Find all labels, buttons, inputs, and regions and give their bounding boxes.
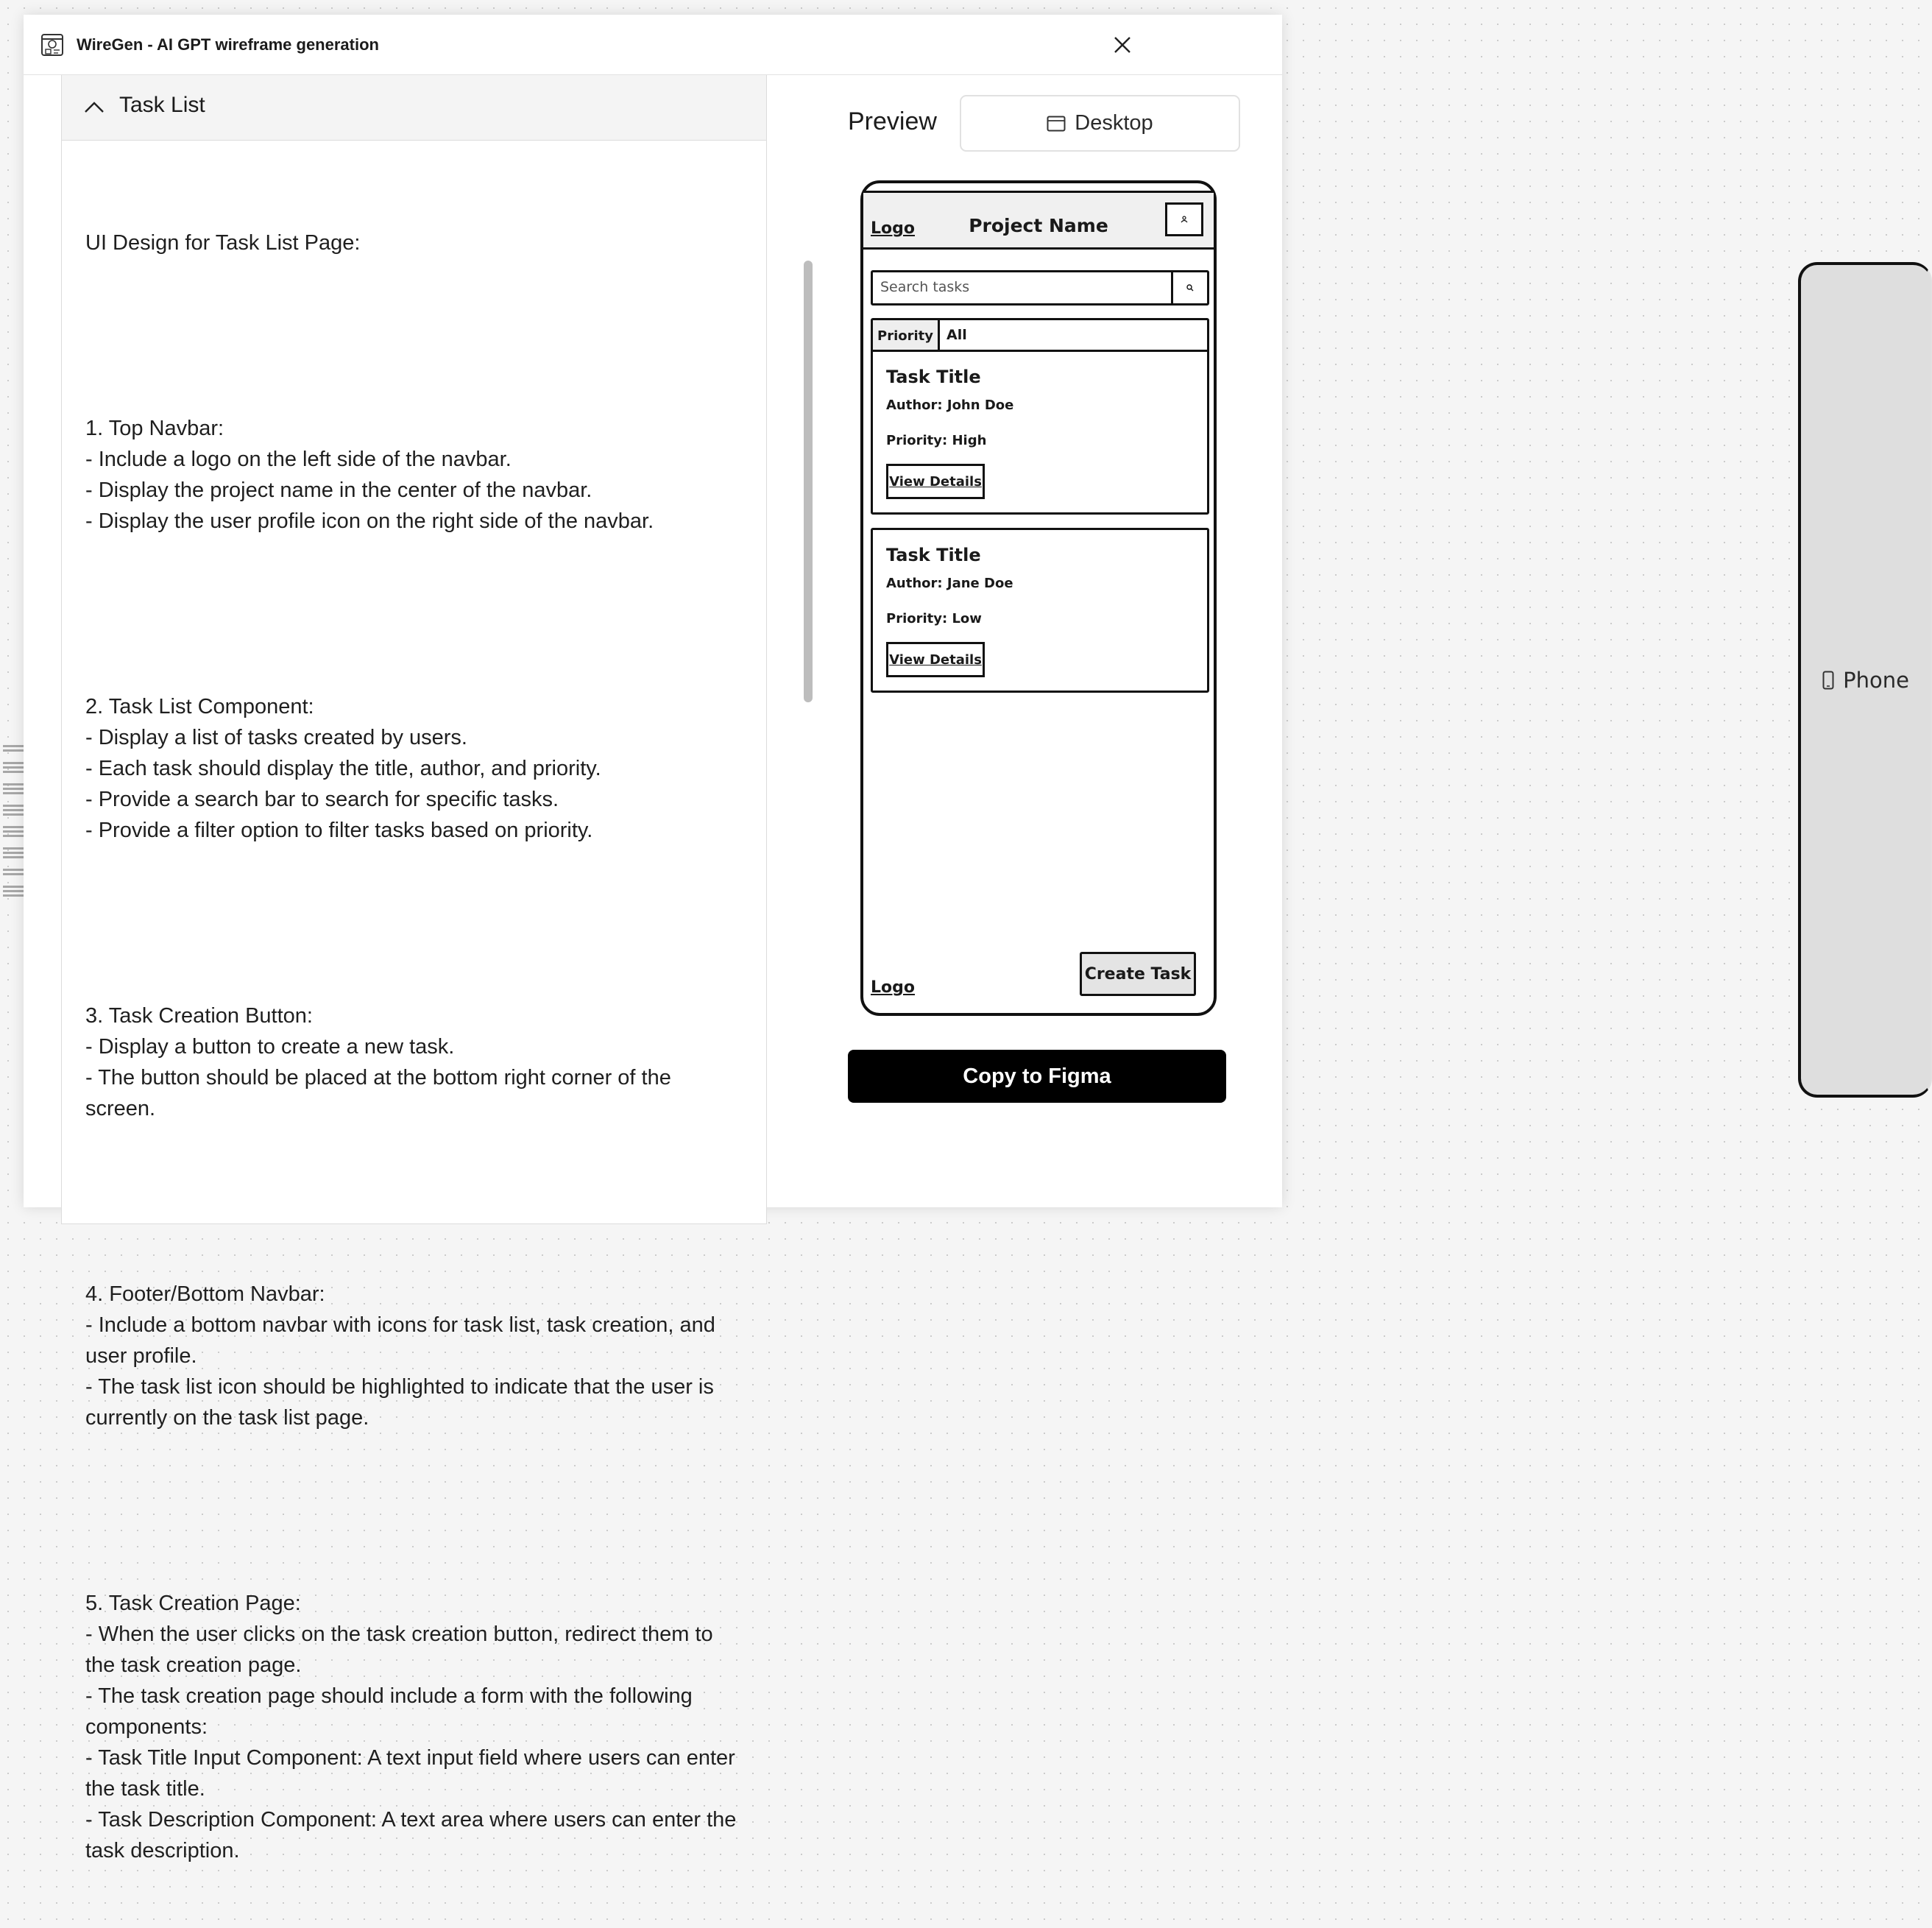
description-paragraph: 1. Top Navbar: - Include a logo on the left side of the navbar. - Display the project name in the center of the navbar. - Display the user profile icon on the right side of the navbar.	[85, 417, 654, 533]
wireframe-task-priority: Priority: Low	[886, 611, 982, 626]
window-title: WireGen - AI GPT wireframe generation	[77, 35, 379, 54]
user-glyph-icon	[1181, 216, 1188, 223]
description-paragraph	[85, 320, 744, 351]
wireframe-filter-value: All	[946, 327, 967, 343]
search-icon	[1171, 272, 1207, 303]
phone-icon	[1822, 671, 1834, 690]
accordion-header[interactable]	[62, 75, 766, 141]
accordion-title: Task List	[119, 93, 205, 117]
wireframe-project-name: Project Name	[969, 215, 1108, 236]
user-icon	[1165, 202, 1203, 236]
plugin-window	[24, 15, 1909, 1862]
wireframe-footer-logo: Logo	[871, 978, 915, 997]
desktop-mode-button[interactable]	[961, 96, 1239, 150]
scrollbar-thumb[interactable]	[804, 261, 813, 702]
wireframe-task-priority: Priority: High	[886, 433, 987, 448]
description-paragraph: 5. Task Creation Page: - When the user clicks on the task creation button, redirect them to the task creation page. - The task creation page should include a form with the following components: - Task Title Input Component: A text input field where users can enter the task title. - Task Description Component: A text area where users can enter the task description.	[85, 1592, 737, 1862]
wireframe-navbar	[863, 191, 1214, 250]
wireframe-logo: Logo	[871, 219, 915, 238]
close-icon[interactable]	[1111, 34, 1133, 56]
wireframe-search-bar	[871, 270, 1209, 306]
wireframe-priority-filter	[871, 318, 1209, 353]
description-paragraph	[85, 908, 744, 939]
description-paragraph: UI Design for Task List Page:	[85, 231, 361, 255]
description-paragraph: 2. Task List Component: - Display a list of tasks created by users. - Each task should display the title, author, and priority. - Provide a search bar to search for specific tasks. - Provide a filter option to filter tasks based on priority.	[85, 695, 601, 842]
chevron-up-icon[interactable]	[84, 97, 105, 118]
wireframe-create-task-button: Create Task	[1080, 952, 1196, 996]
desktop-icon	[1047, 116, 1066, 132]
wireframe-filter-label: Priority	[873, 320, 940, 351]
description-paragraph	[85, 1495, 744, 1526]
app-logo-icon	[40, 32, 65, 57]
wireframe-task-title: Task Title	[886, 367, 981, 387]
phone-mode-label: Phone	[1843, 667, 1909, 693]
copy-to-figma-button[interactable]: Copy to Figma	[848, 1050, 1226, 1103]
description-paragraph	[85, 1186, 744, 1217]
wireframe-search-placeholder: Search tasks	[880, 279, 970, 295]
magnifier-icon	[1186, 284, 1194, 292]
phone-mode-button[interactable]	[1798, 262, 1932, 1098]
desktop-mode-label: Desktop	[1075, 111, 1153, 135]
description-text	[62, 141, 766, 1928]
description-paragraph: 3. Task Creation Button: - Display a button to create a new task. - The button should be placed at the bottom right corner of the screen.	[85, 1004, 671, 1120]
wireframe-view-details-button: View Details	[886, 464, 985, 499]
wireframe-task-author: Author: Jane Doe	[886, 576, 1013, 591]
canvas-thumbnail	[3, 744, 25, 913]
wireframe-task-author: Author: John Doe	[886, 398, 1014, 413]
description-paragraph	[85, 598, 744, 629]
wireframe-task-card	[871, 350, 1209, 515]
wireframe-view-details-button: View Details	[886, 642, 985, 677]
preview-label: Preview	[848, 107, 937, 135]
wireframe-task-card	[871, 528, 1209, 693]
phone-wireframe-preview	[860, 180, 1217, 1016]
description-paragraph: 4. Footer/Bottom Navbar: - Include a bottom navbar with icons for task list, task creation, and user profile. - The task list icon should be highlighted to indicate that the user is currently on the task list page.	[85, 1282, 715, 1430]
title-bar	[24, 15, 1282, 75]
wireframe-task-title: Task Title	[886, 545, 981, 565]
description-panel	[61, 75, 767, 1862]
